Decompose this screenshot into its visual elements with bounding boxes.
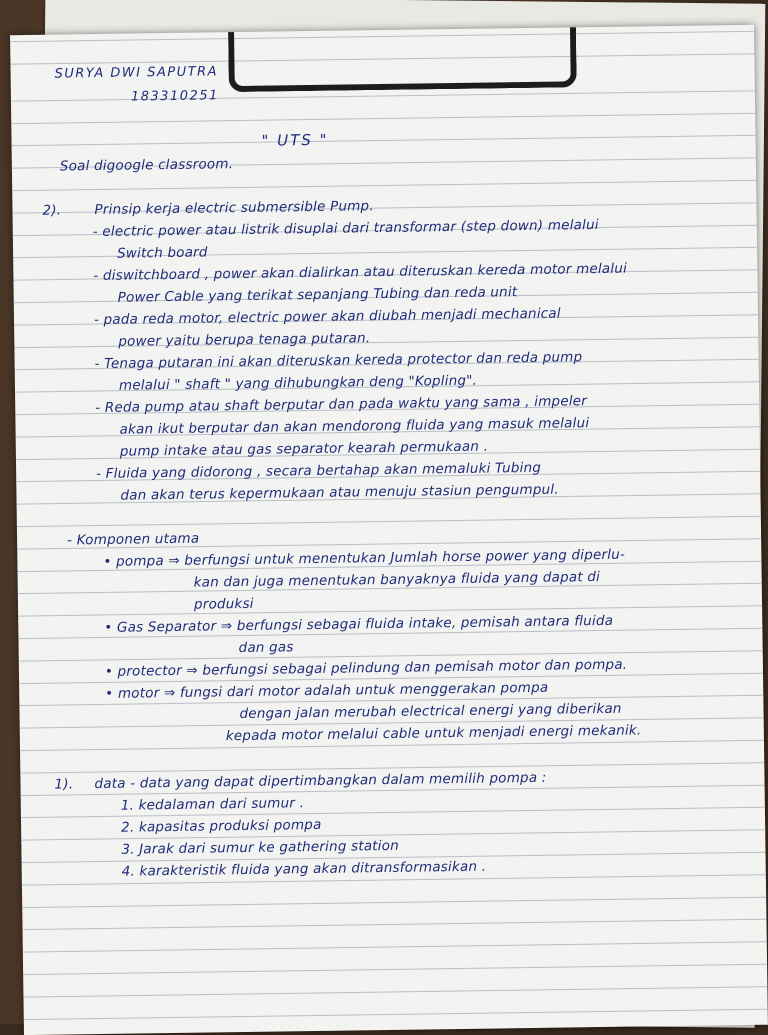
list-item: • pompa ⇒ berfungsi untuk menentukan Jumlah horse power yang diperlu- — [103, 546, 626, 570]
list-item: Switch board — [116, 244, 208, 262]
list-item: - diswitchboard , power akan dialirkan atau diteruskan kereda motor melalui — [93, 260, 628, 285]
student-id: 183310251 — [130, 88, 219, 105]
components-heading: - Komponen utama — [66, 530, 200, 549]
binder-clip — [228, 25, 577, 92]
list-item: melalui " shaft " yang dihubungkan deng "Kopling". — [118, 372, 478, 394]
list-item: - Reda pump atau shaft berputar dan pada waktu yang sama , impeler — [95, 393, 588, 417]
section-heading: Prinsip kerja electric submersible Pump. — [94, 198, 374, 219]
list-item: akan ikut berputar dan akan mendorong fluida yang masuk melalui — [119, 415, 590, 438]
list-item: - pada reda motor, electric power akan diubah menjadi mechanical — [93, 305, 561, 329]
list-item: Power Cable yang terikat sepanjang Tubing dan reda unit — [117, 284, 518, 306]
list-item: produksi — [193, 595, 254, 613]
list-item: • Gas Separator ⇒ berfungsi sebagai fluida intake, pemisah antara fluida — [104, 612, 614, 636]
section-number: 2). — [42, 202, 62, 219]
list-item: • protector ⇒ berfungsi sebagai pelindung dan pemisah motor dan pompa. — [104, 656, 628, 680]
handwritten-content — [10, 25, 768, 1035]
list-item: kepada motor melalui cable untuk menjadi energi mekanik. — [225, 722, 642, 745]
list-item: • motor ⇒ fungsi dari motor adalah untuk menggerakan pompa — [105, 679, 549, 702]
list-item: - Fluida yang didorong , secara bertahap akan memaluki Tubing — [96, 459, 542, 483]
list-item: power yaitu berupa tenaga putaran. — [118, 330, 371, 350]
list-item: dan akan terus kepermukaan atau menuju stasiun pengumpul. — [120, 481, 559, 504]
note-line: Soal digoogle classroom. — [59, 156, 234, 175]
list-item: - electric power atau listrik disuplai dari transformar (step down) melalui — [92, 216, 599, 241]
list-item: - Tenaga putaran ini akan diteruskan kereda protector dan reda pump — [94, 349, 583, 373]
list-item: pump intake atau gas separator kearah permukaan . — [119, 438, 489, 460]
section-heading: data - data yang dapat dipertimbangkan dalam memilih pompa : — [94, 769, 547, 793]
list-item: kan dan juga menentukan banyaknya fluida yang dapat di — [193, 569, 601, 591]
list-item: 4. karakteristik fluida yang akan ditransformasikan . — [121, 858, 487, 880]
list-item: dan gas — [238, 639, 294, 657]
list-item: 2. kapasitas produksi pompa — [121, 816, 322, 836]
section-number: 1). — [54, 776, 74, 793]
student-name: SURYA DWI SAPUTRA — [54, 64, 219, 82]
lined-paper-sheet — [10, 25, 768, 1035]
list-item: 3. Jarak dari sumur ke gathering station — [121, 837, 400, 858]
list-item: dengan jalan merubah electrical energi yang diberikan — [239, 700, 622, 723]
page-title: " UTS " — [261, 130, 329, 150]
list-item: 1. kedalaman dari sumur . — [120, 795, 305, 814]
